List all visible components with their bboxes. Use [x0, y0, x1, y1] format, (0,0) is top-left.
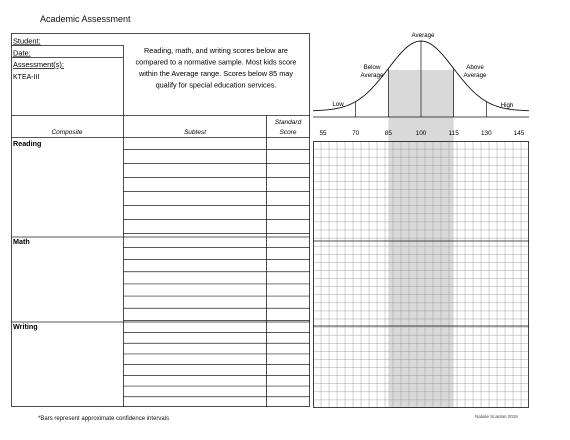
curve-label-below-1: Below — [363, 64, 381, 71]
date-label[interactable]: Date: — [13, 48, 31, 58]
description-line-1: Reading, math, and writing scores below are — [144, 46, 288, 55]
composite-header: Composite — [51, 129, 83, 136]
tick-label: 55 — [319, 130, 327, 137]
tick-label: 115 — [448, 130, 459, 137]
tick-label: 85 — [384, 130, 392, 137]
curve-label-above-2: Average — [463, 72, 487, 79]
section-label-writing: Writing — [13, 322, 38, 331]
description-line-3: within the Average range. Scores below 85 may — [138, 69, 294, 78]
section-label-reading: Reading — [13, 139, 42, 148]
description-line-4: qualify for special education services. — [155, 80, 277, 90]
subtest-header: Subtest — [183, 129, 207, 136]
tick-label: 145 — [513, 130, 525, 137]
curve-label-low: Low — [332, 101, 344, 108]
student-label[interactable]: Student: — [13, 36, 41, 46]
credit: Natalie Scanlan 2016 — [475, 414, 518, 419]
score-table — [11, 33, 310, 407]
page-title: Academic Assessment — [40, 14, 131, 24]
assessment-value: KTEA-III — [13, 74, 40, 81]
section-label-math: Math — [13, 237, 30, 246]
curve-label-above-1: Above — [466, 64, 484, 71]
score-chart — [313, 25, 529, 408]
curve-label-below-2: Average — [360, 72, 384, 79]
standard-score-header-1: Standard — [274, 119, 302, 126]
tick-label: 70 — [352, 130, 360, 137]
footnote: *Bars represent approximate confidence intervals — [38, 416, 170, 422]
tick-label: 100 — [415, 130, 427, 137]
description-line-2: compared to a normative sample. Most kids score — [135, 57, 297, 67]
curve-label-high: High — [500, 102, 514, 109]
average-band — [388, 70, 453, 408]
standard-score-header-2: Score — [279, 129, 297, 136]
assessments-label: Assessment(s): — [13, 60, 64, 69]
curve-label-average: Average — [411, 32, 435, 39]
tick-label: 130 — [480, 130, 492, 137]
